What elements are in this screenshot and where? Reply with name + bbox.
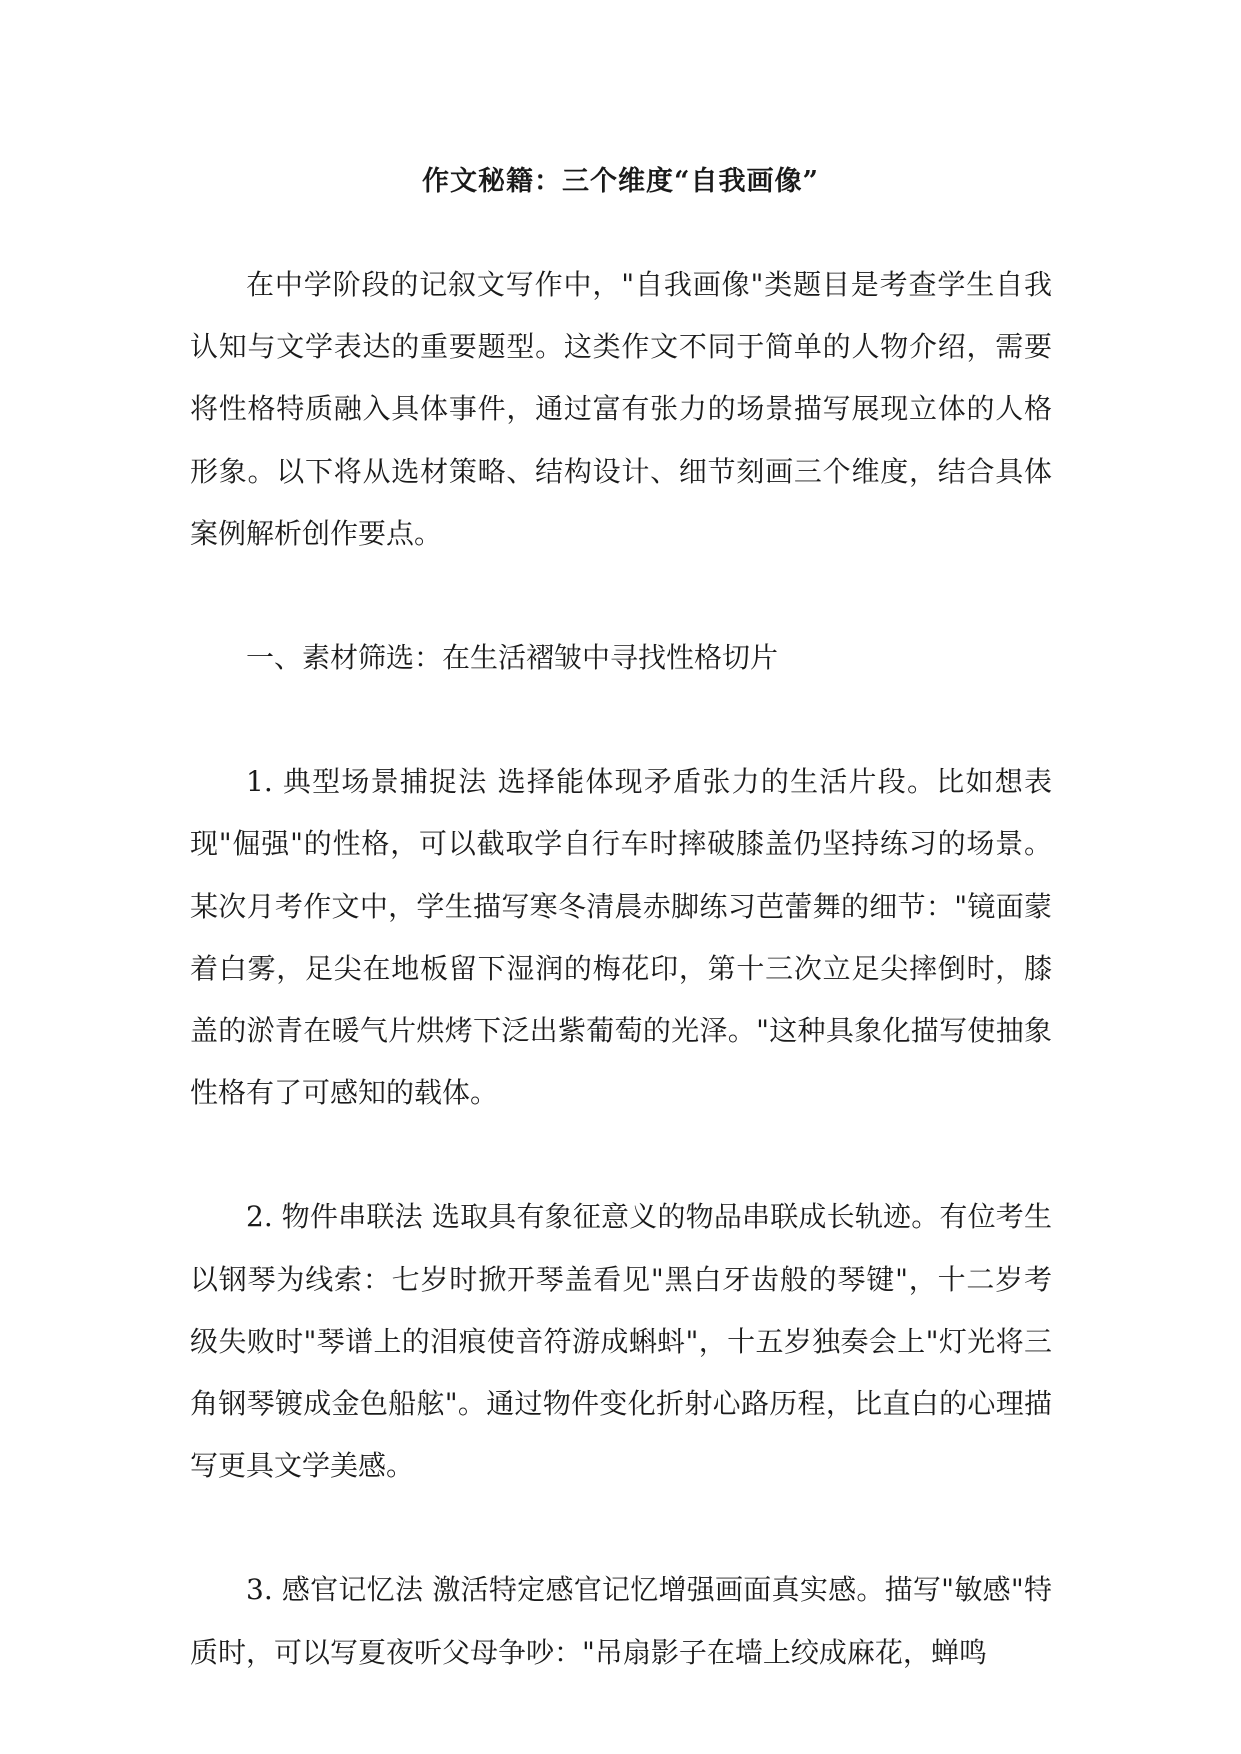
section-heading-1: 一、素材筛选：在生活褶皱中寻找性格切片 [246,641,779,675]
point-paragraph-3: 3. 感官记忆法 激活特定感官记忆增强画面真实感。描写"敏感"特质时，可以写夏夜听父母争吵："吊扇影子在墙上绞成麻花，蝉鸣 [190,1573,1052,1669]
intro-paragraph: 在中学阶段的记叙文写作中，"自我画像"类题目是考查学生自我认知与文学表达的重要题型。这类作文不同于简单的人物介绍，需要将性格特质融入具体事件，通过富有张力的场景描写展现立体的人格形象。以下将从选材策略、结构设计、细节刻画三个维度，结合具体案例解析创作要点。 [190,268,1052,550]
document-title: 作文秘籍：三个维度“自我画像” [421,166,820,197]
point-paragraph-2: 2. 物件串联法 选取具有象征意义的物品串联成长轨迹。有位考生以钢琴为线索：七岁时掀开琴盖看见"黑白牙齿般的琴键"，十二岁考级失败时"琴谱上的泪痕使音符游成蝌蚪"，十五岁独奏会上"灯光将三角钢琴镀成金色船舷"。通过物件变化折射心路历程，比直白的心理描写更具文学美感。 [190,1200,1052,1483]
point-paragraph-1: 1. 典型场景捕捉法 选择能体现矛盾张力的生活片段。比如想表现"倔强"的性格，可以截取学自行车时摔破膝盖仍坚持练习的场景。某次月考作文中，学生描写寒冬清晨赤脚练习芭蕾舞的细节："镜面蒙着白雾，足尖在地板留下湿润的梅花印，第十三次立足尖摔倒时，膝盖的淤青在暖气片烘烤下泛出紫葡萄的光泽。"这种具象化描写使抽象性格有了可感知的载体。 [190,765,1052,1110]
document-body [190,254,1052,1746]
